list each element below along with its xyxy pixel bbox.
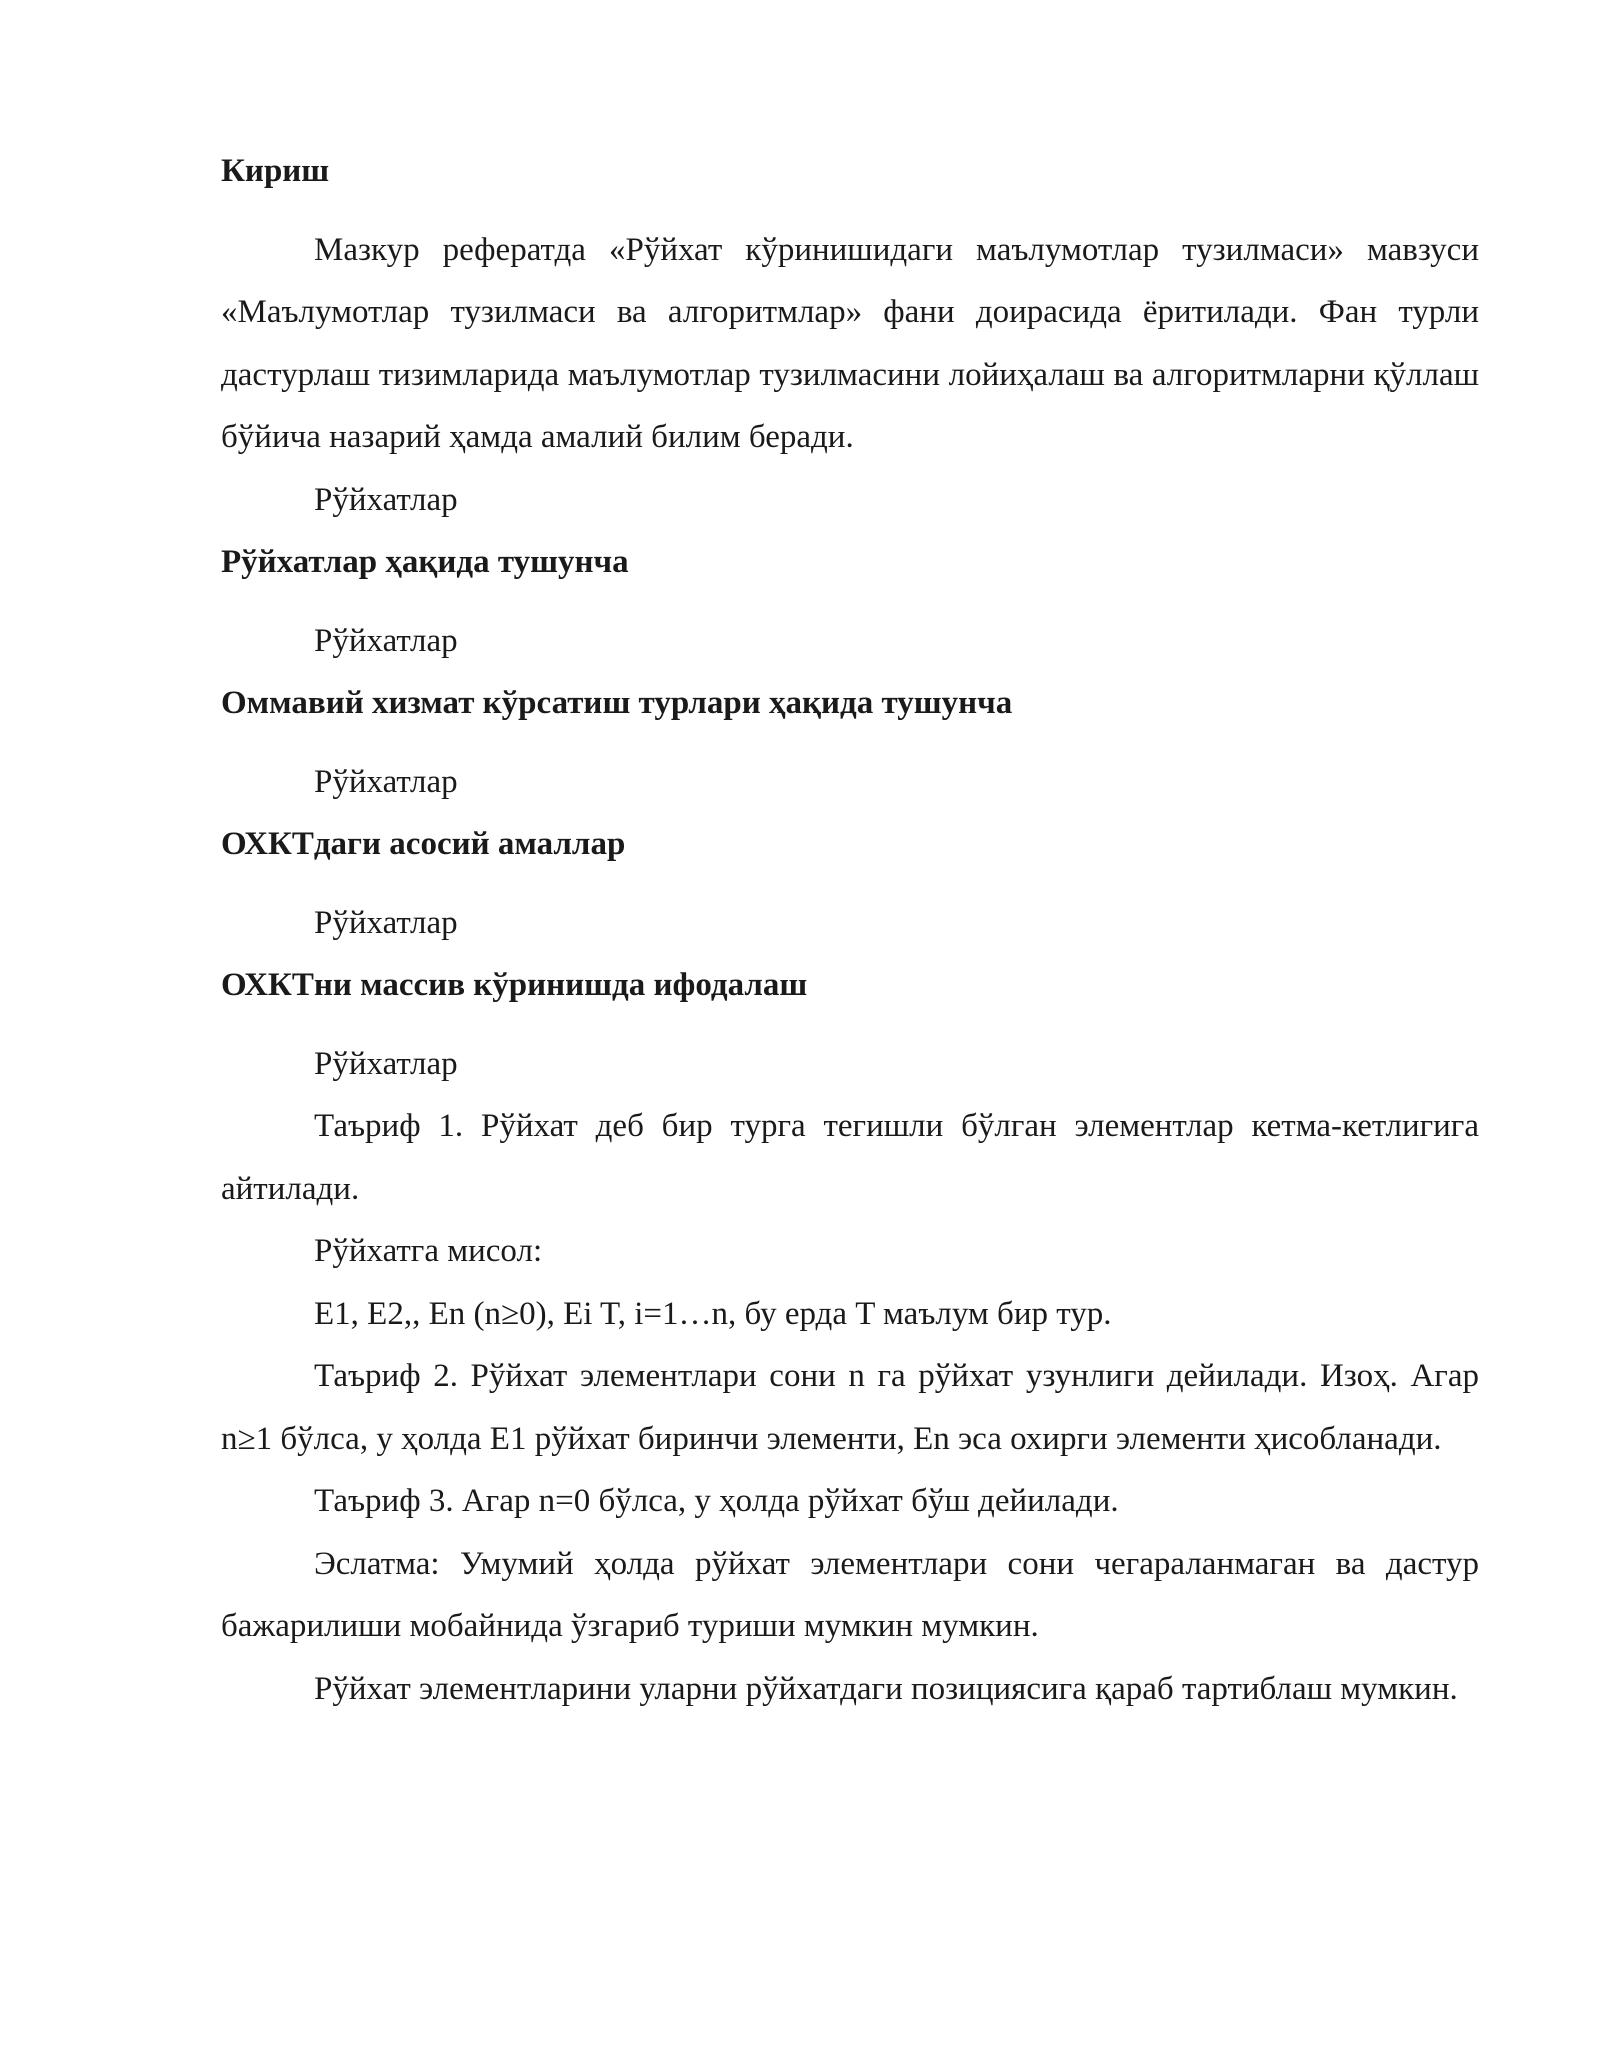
definition-3-paragraph: Таъриф 3. Агар n=0 бўлса, у ҳолда рўйхат бўш дейилади. (314, 1483, 1119, 1519)
definition-1-paragraph: Таъриф 1. Рўйхат деб бир турга тегишли бўлган элементлар кетма-кетлигига айтилади. (221, 1108, 1479, 1207)
document-page (221, 140, 1479, 1720)
section-heading: Оммавий хизмат кўрсатиш турлари ҳақида тушунча (221, 685, 1013, 721)
example-formula: E1, E2,, En (n≥0), Ei T, i=1…n, бу ерда T маълум бир тур. (314, 1295, 1112, 1332)
intro-paragraph: Мазкур рефератда «Рўйхат кўринишидаги маълумотлар тузилмаси» мавзуси «Маълумотлар тузилмаси ва алгоритмлар» фани доирасида ёритилади. Фан турли дастурлаш тизимларида маълумотлар тузилмасини лойиҳалаш ва алгоритмларни қўллаш бўйича назарий ҳамда амалий билим беради. (221, 231, 1479, 455)
note-paragraph: Эслатма: Умумий ҳолда рўйхат элементлари сони чегараланмаган ва дастур бажарилиши мобайнида ўзгариб туриши мумкин мумкин. (221, 1545, 1479, 1644)
section-label: Рўйхатлар (314, 622, 458, 659)
section-label: Рўйхатлар (314, 1045, 458, 1082)
example-label: Рўйхатга мисол: (314, 1233, 543, 1269)
ordering-paragraph: Рўйхат элементларини уларни рўйхатдаги позициясига қараб тартиблаш мумкин. (314, 1670, 1458, 1707)
section-label: Рўйхатлар (314, 481, 458, 518)
section-label: Рўйхатлар (314, 904, 458, 941)
definition-2-paragraph: Таъриф 2. Рўйхат элементлари сони n га рўйхат узунлиги дейилади. Изоҳ. Агар n≥1 бўлса, у ҳолда E1 рўйхат биринчи элементи, En эса охирги элементи ҳисобланади. (221, 1358, 1479, 1457)
section-heading: ОХКТни массив кўринишда ифодалаш (221, 967, 808, 1003)
intro-heading: Кириш (221, 153, 330, 189)
section-heading: Рўйхатлар ҳақида тушунча (221, 544, 629, 580)
section-label: Рўйхатлар (314, 763, 458, 800)
section-heading: ОХКТдаги асосий амаллар (221, 826, 626, 862)
